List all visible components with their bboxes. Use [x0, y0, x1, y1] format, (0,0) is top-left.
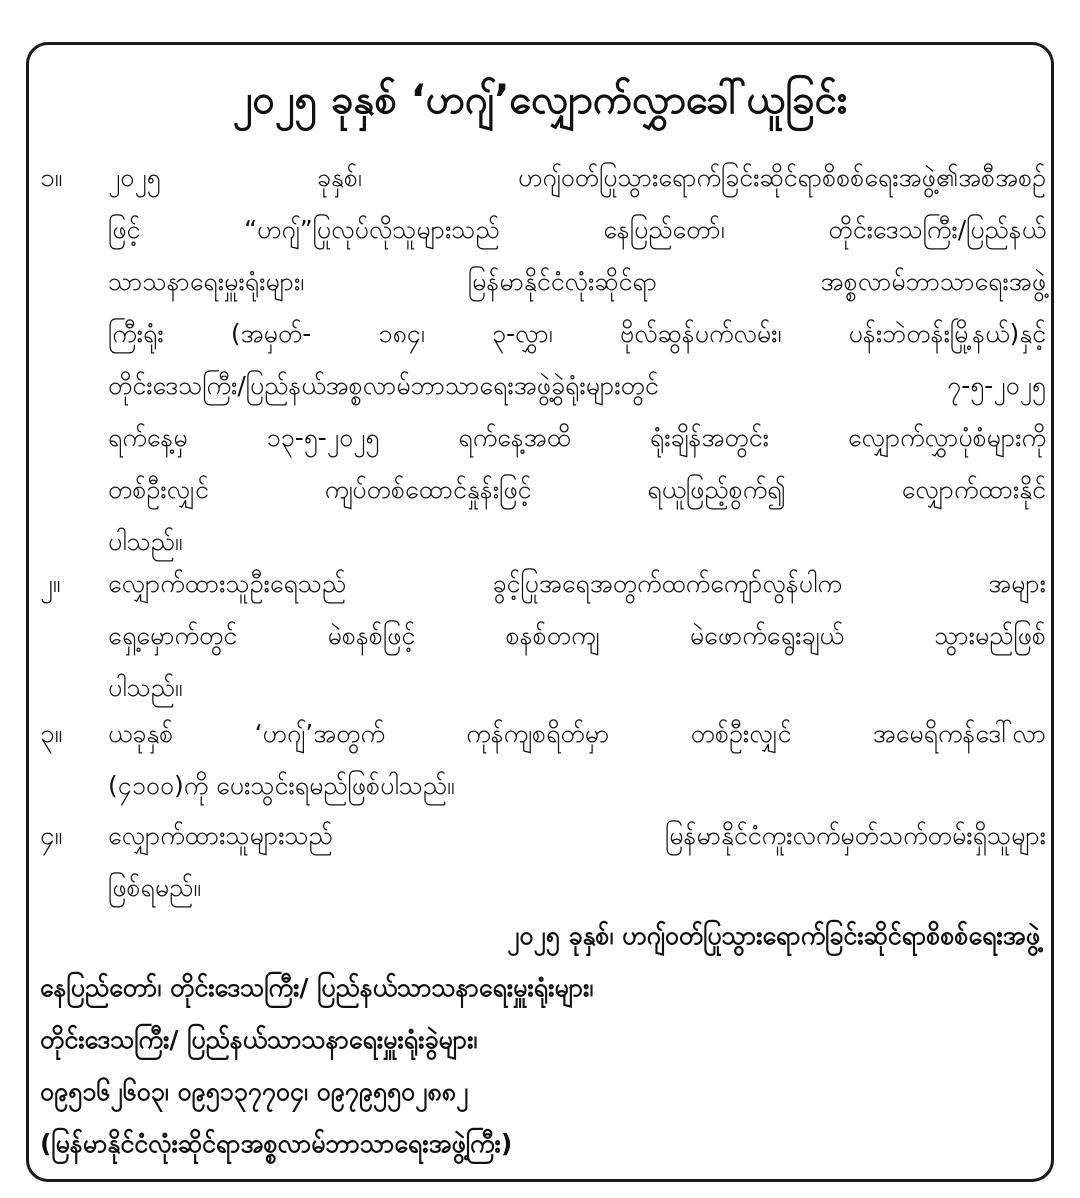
signature-office: နေပြည်တော်၊ တိုင်းဒေသကြီး/ ပြည်နယ်သာသနာရေးမှူးရုံးများ၊	[40, 973, 594, 1002]
notice-title: ၂၀၂၅ ခုနှစ် ‘ဟဂျ်’လျှောက်လွှာခေါ်ယူခြင်း	[232, 77, 848, 123]
text-line: ရှေ့မှောက်တွင် မဲစနစ်ဖြင့် စနစ်တကျ မဲဖောက်ရွေးချယ် သွားမည်ဖြစ်	[108, 621, 1046, 650]
item-text	[108, 708, 1046, 812]
text-line: ရက်နေ့မှ ၁၃-၅-၂၀၂၅ ရက်နေ့အထိ ရုံးချိန်အတွင်း လျှောက်လွှာပုံစံများကို	[108, 423, 1046, 452]
text-line: ကြီးရုံး (အမှတ်- ၁၈၄၊ ၃-လွှာ၊ ဗိုလ်ဆွန်ပက်လမ်း၊ ပန်းဘဲတန်းမြို့နယ်)နှင့်	[108, 319, 1046, 348]
text-line: သာသနာရေးမှူးရုံးများ၊ မြန်မာနိုင်ငံလုံးဆိုင်ရာ အစ္စလာမ်ဘာသာရေးအဖွဲ့	[108, 267, 1046, 296]
text-line: တိုင်းဒေသကြီး/ပြည်နယ်အစ္စလာမ်ဘာသာရေးအဖွဲ့ခွဲရုံးများတွင် ၇-၅-၂၀၂၅	[108, 371, 1046, 400]
item-number: ၃။	[40, 719, 63, 749]
text-line: ပါသည်။	[108, 527, 183, 556]
signature-organization: (မြန်မာနိုင်ငံလုံးဆိုင်ရာအစ္စလာမ်ဘာသာရေးအဖွဲ့ကြီး)	[40, 1129, 513, 1158]
item-text	[108, 558, 1046, 714]
text-line: (၄၁၀၀)ကို ပေးသွင်းရမည်ဖြစ်ပါသည်။	[108, 771, 455, 800]
text-line: ပါသည်။	[108, 673, 183, 702]
signature-phones: ၀၉၅၁၆၂၆၀၃၊ ၀၉၅၁၃၇၇၀၄၊ ၀၉၇၉၅၅၀၂၈၈၂	[40, 1077, 469, 1106]
item-number: ၁။	[40, 163, 63, 193]
item-text	[108, 810, 1046, 914]
item-text	[108, 152, 1046, 568]
item-number: ၂။	[40, 569, 61, 599]
text-line: ဖြစ်ရမည်။	[108, 873, 201, 902]
text-line: ၂၀၂၅ ခုနှစ်၊ ဟဂျ်ဝတ်ပြုသွားရောက်ခြင်းဆိုင်ရာစိစစ်ရေးအဖွဲ့၏အစီအစဉ်	[108, 163, 1046, 192]
signature-committee: ၂၀၂၅ ခုနှစ်၊ ဟဂျ်ဝတ်ပြုသွားရောက်ခြင်းဆိုင်ရာစိစစ်ရေးအဖွဲ့	[507, 921, 1040, 950]
item-number: ၄။	[40, 821, 63, 851]
signature-block	[40, 910, 1040, 1170]
text-line: တစ်ဦးလျှင် ကျပ်တစ်ထောင်နှုန်းဖြင့် ရယူဖြည့်စွက်၍ လျှောက်ထားနိုင်	[108, 475, 1046, 504]
signature-sub-office: တိုင်းဒေသကြီး/ ပြည်နယ်သာသနာရေးမှူးရုံးခွဲများ၊	[40, 1025, 478, 1054]
text-line: လျှောက်ထားသူများသည် မြန်မာနိုင်ငံကူးလက်မှတ်သက်တမ်းရှိသူများ	[108, 821, 1046, 850]
text-line: ဖြင့် “ဟဂျ်”ပြုလုပ်လိုသူများသည် နေပြည်တော်၊ တိုင်းဒေသကြီး/ပြည်နယ်	[108, 215, 1046, 244]
text-line: ယခုနှစ် ‘ဟဂျ်’အတွက် ကုန်ကျစရိတ်မှာ တစ်ဦးလျှင် အမေရိကန်ဒေါ်လာ	[108, 719, 1046, 748]
text-line: လျှောက်ထားသူဦးရေသည် ခွင့်ပြုအရေအတွက်ထက်ကျော်လွန်ပါက အများ	[108, 569, 1046, 598]
